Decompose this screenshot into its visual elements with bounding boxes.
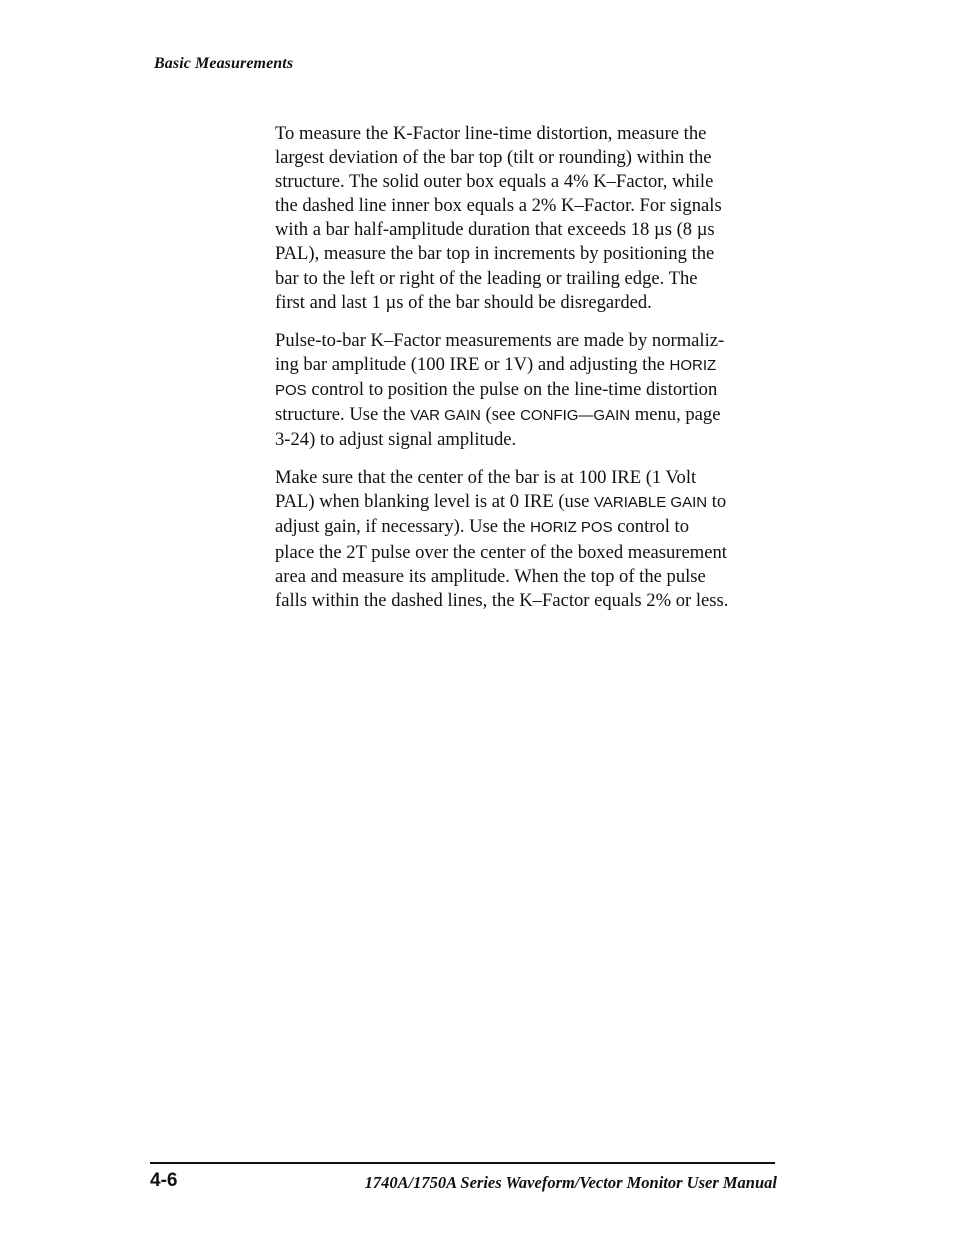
control-name-var-gain: VAR GAIN — [410, 407, 481, 425]
control-name-variable-gain: VARIABLE GAIN — [593, 494, 708, 512]
page-number: 4-6 — [150, 1170, 178, 1191]
text-line: largest deviation of the bar top (tilt or rounding) within the — [275, 147, 712, 169]
text-line: To measure the K-Factor line-time distortion, measure the — [275, 123, 707, 144]
text-run: adjust gain, if necessary). Use the — [275, 516, 531, 538]
text-line — [275, 403, 780, 428]
text-line: Make sure that the center of the bar is at 100 IRE (1 Volt — [275, 467, 697, 489]
text-run: structure. Use the — [275, 404, 411, 426]
manual-title: 1740A/1750A Series Waveform/Vector Monitor User Manual — [364, 1173, 777, 1192]
text-line — [275, 490, 780, 515]
text-line: first and last 1 µs of the bar should be disregarded. — [275, 291, 652, 313]
text-line: 3-24) to adjust signal amplitude. — [275, 429, 517, 451]
text-line — [275, 515, 780, 540]
text-run: PAL) when blanking level is at 0 IRE (use — [275, 491, 594, 513]
text-run: menu, page — [630, 404, 721, 426]
control-name-horiz: HORIZ — [669, 356, 717, 374]
menu-name-config-gain: CONFIG—GAIN — [520, 407, 631, 425]
text-line: bar to the left or right of the leading or trailing edge. The — [275, 267, 698, 289]
text-line: structure. The solid outer box equals a 4% K–Factor, while — [275, 171, 714, 193]
text-line: PAL), measure the bar top in increments by positioning the — [275, 243, 715, 265]
control-name-pos: POS — [275, 381, 307, 399]
footer-rule — [150, 1162, 775, 1164]
text-line: place the 2T pulse over the center of the boxed measurement — [275, 541, 727, 563]
text-line: area and measure its amplitude. When the top of the pulse — [275, 565, 706, 587]
body-text — [275, 122, 780, 627]
text-line: with a bar half-amplitude duration that exceeds 18 µs (8 µs — [275, 219, 715, 241]
text-run: to — [707, 491, 727, 513]
text-line: Pulse-to-bar K–Factor measurements are made by normaliz- — [275, 329, 725, 351]
text-line: the dashed line inner box equals a 2% K–Factor. For signals — [275, 195, 722, 217]
text-line — [275, 353, 780, 378]
paragraph-kfactor-intro — [275, 122, 780, 315]
running-header: Basic Measurements — [154, 55, 294, 72]
text-run: control to position the pulse on the line-time distortion — [306, 378, 718, 400]
paragraph-bar-center — [275, 466, 780, 613]
text-line — [275, 378, 780, 403]
paragraph-pulse-to-bar — [275, 329, 780, 452]
text-run: ing bar amplitude (100 IRE or 1V) and adjusting the — [275, 353, 670, 375]
text-run: (see — [480, 404, 521, 426]
control-name-horiz-pos: HORIZ POS — [530, 519, 613, 537]
text-line: falls within the dashed lines, the K–Factor equals 2% or less. — [275, 589, 729, 611]
text-run: control to — [612, 516, 690, 538]
